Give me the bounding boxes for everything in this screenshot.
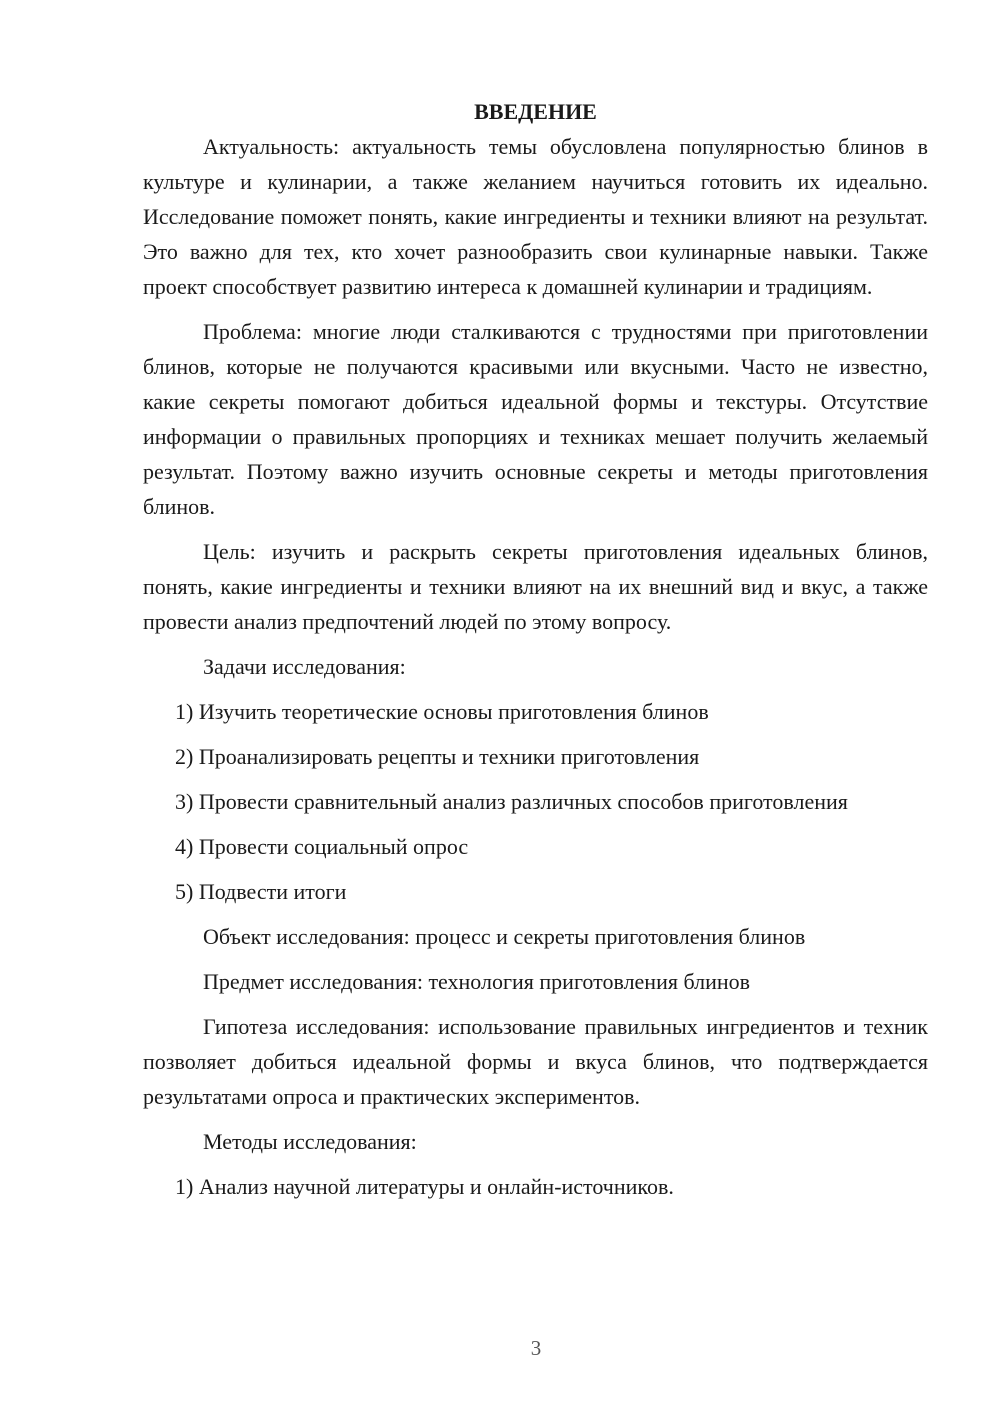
task-item: 4) Провести социальный опрос	[175, 834, 469, 859]
section-title: ВВЕДЕНИЕ	[474, 99, 597, 124]
goal-paragraph: Цель: изучить и раскрыть секреты приготовления идеальных блинов, понять, какие ингредиенты и техники влияют на их внешний вид и вкус, а также провести анализ предпочтений людей по этому вопросу.	[143, 539, 928, 634]
hypothesis-paragraph: Гипотеза исследования: использование правильных ингредиентов и техник позволяет добиться идеальной формы и вкуса блинов, что подтверждается результатами опроса и практических экспериментов.	[143, 1014, 928, 1109]
page-number: 3	[530, 1336, 542, 1360]
subject-paragraph: Предмет исследования: технология приготовления блинов	[203, 969, 751, 994]
task-item: 5) Подвести итоги	[175, 879, 347, 904]
object-paragraph: Объект исследования: процесс и секреты приготовления блинов	[203, 924, 806, 949]
task-item: 3) Провести сравнительный анализ различных способов приготовления	[175, 789, 848, 814]
task-item: 1) Изучить теоретические основы приготовления блинов	[175, 699, 709, 724]
problem-paragraph: Проблема: многие люди сталкиваются с трудностями при приготовлении блинов, которые не получаются красивыми или вкусными. Часто не известно, какие секреты помогают добиться идеальной формы и текстуры. Отсутствие информации о правильных пропорциях и техниках мешает получить желаемый результат. Поэтому важно изучить основные секреты и методы приготовления блинов.	[143, 319, 928, 519]
relevance-paragraph: Актуальность: актуальность темы обусловлена популярностью блинов в культуре и кулинарии, а также желанием научиться готовить их идеально. Исследование поможет понять, какие ингредиенты и техники влияют на результат. Это важно для тех, кто хочет разнообразить свои кулинарные навыки. Также проект способствует развитию интереса к домашней кулинарии и традициям.	[143, 134, 928, 299]
page-body	[143, 94, 928, 1214]
method-item: 1) Анализ научной литературы и онлайн-источников.	[175, 1174, 674, 1199]
task-item: 2) Проанализировать рецепты и техники приготовления	[175, 744, 700, 769]
methods-heading: Методы исследования:	[203, 1129, 417, 1154]
tasks-heading: Задачи исследования:	[203, 654, 406, 679]
